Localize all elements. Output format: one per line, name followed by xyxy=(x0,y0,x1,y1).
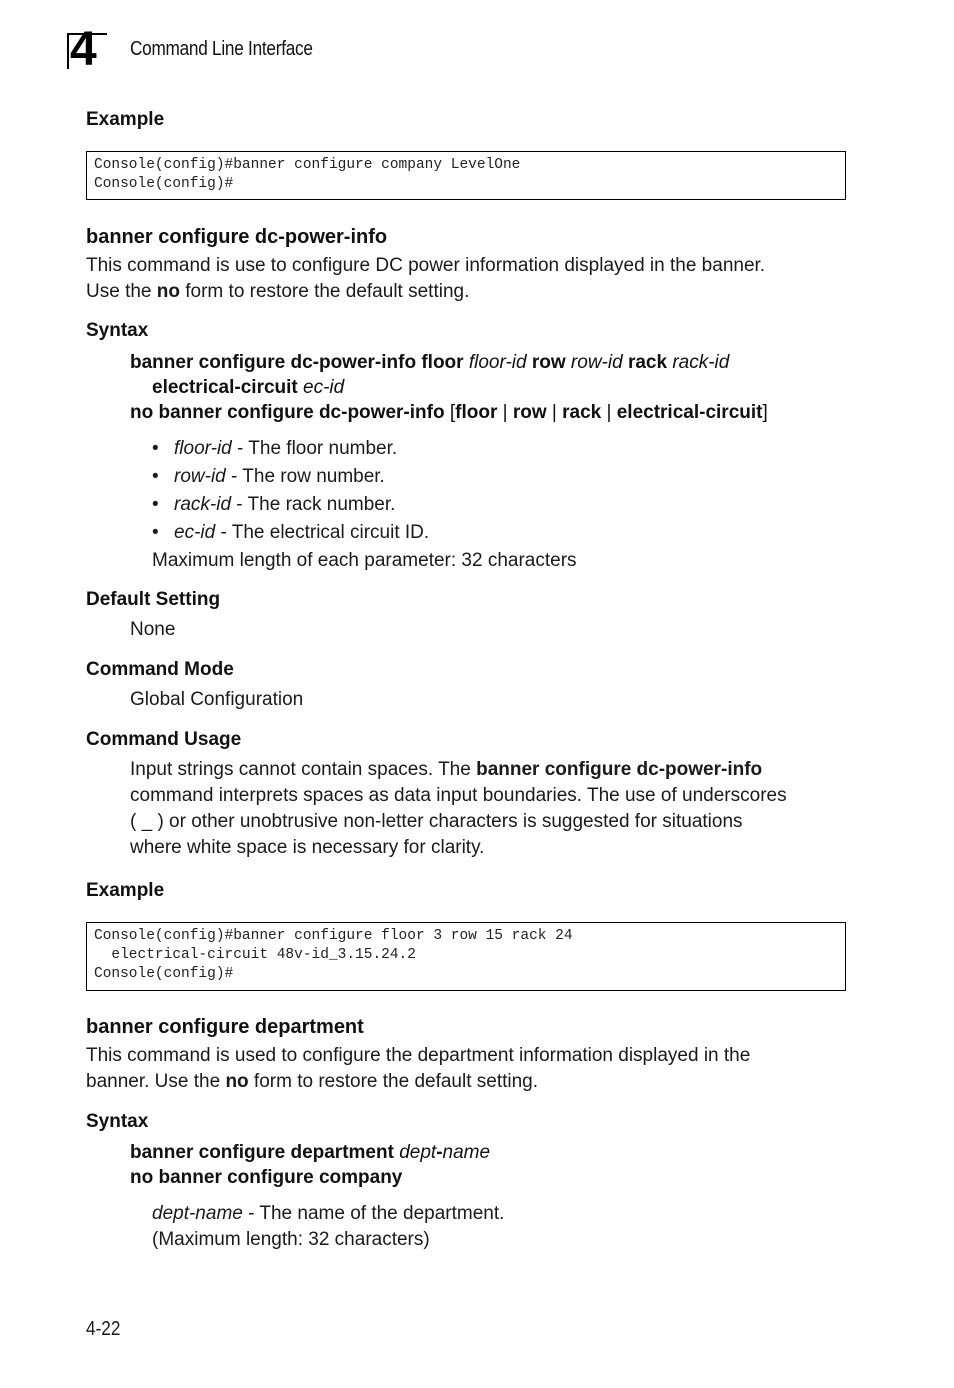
keyword: no xyxy=(225,1071,249,1092)
default-setting-value: None xyxy=(130,619,176,640)
syntax-keyword: electrical-circuit xyxy=(152,377,298,398)
code-example-2 xyxy=(86,922,846,991)
command-mode-heading: Command Mode xyxy=(86,659,234,680)
usage-line: command interprets spaces as data input boundaries. The use of underscores xyxy=(130,785,787,806)
bullet: • xyxy=(152,466,159,487)
bullet: • xyxy=(152,438,159,459)
default-setting-heading: Default Setting xyxy=(86,589,221,610)
parameter-desc: - The electrical circuit ID. xyxy=(215,522,430,543)
syntax-param: row-id xyxy=(570,352,623,373)
running-title: Command Line Interface xyxy=(130,38,313,60)
syntax-line xyxy=(130,1140,490,1165)
keyword: no xyxy=(156,281,180,302)
command-description xyxy=(86,253,765,305)
parameter-item xyxy=(152,519,577,547)
syntax-keyword: row xyxy=(531,352,566,373)
syntax-option: row xyxy=(512,402,547,423)
text: banner. Use the xyxy=(86,1071,226,1092)
code-line: Console(config)#banner configure company LevelOne xyxy=(94,157,521,173)
keyword: banner configure dc-power-info xyxy=(476,759,763,780)
text: form to restore the default setting. xyxy=(179,281,470,302)
max-length-note: Maximum length of each parameter: 32 characters xyxy=(152,550,577,571)
syntax-no-form xyxy=(130,1165,402,1190)
syntax-param: name xyxy=(442,1142,491,1163)
separator: | xyxy=(502,402,508,423)
parameter-name: floor-id xyxy=(174,438,232,459)
syntax-heading: Syntax xyxy=(86,1111,149,1132)
separator: | xyxy=(551,402,557,423)
code-example-1 xyxy=(86,151,846,200)
page-number: 4-22 xyxy=(86,1318,121,1340)
syntax-keyword: banner configure dc-power-info floor xyxy=(130,352,464,373)
example-heading: Example xyxy=(86,880,165,901)
text: Use the xyxy=(86,281,157,302)
bracket: ] xyxy=(762,402,768,423)
command-description xyxy=(86,1043,750,1095)
example-heading: Example xyxy=(86,109,165,130)
usage-line xyxy=(130,757,787,783)
chapter-number: 4 xyxy=(70,23,97,76)
parameter-item xyxy=(152,1201,504,1227)
syntax-keyword: no banner configure dc-power-info xyxy=(130,402,445,423)
parameter-desc: - The rack number. xyxy=(231,494,396,515)
command-title: banner configure department xyxy=(86,1016,364,1038)
syntax-option: rack xyxy=(562,402,602,423)
code-line: electrical-circuit 48v-id_3.15.24.2 xyxy=(94,947,416,963)
usage-line: where white space is necessary for clarity. xyxy=(130,837,485,858)
bullet: • xyxy=(152,522,159,543)
parameter-item xyxy=(152,491,577,519)
syntax-option: floor xyxy=(455,402,498,423)
usage-line: ( _ ) or other unobtrusive non-letter characters is suggested for situations xyxy=(130,811,743,832)
syntax-keyword: rack xyxy=(627,352,668,373)
separator: | xyxy=(606,402,612,423)
description-line xyxy=(86,279,765,305)
parameter-max-note: (Maximum length: 32 characters) xyxy=(152,1229,430,1250)
syntax-no-form xyxy=(130,400,768,425)
bracket: [ xyxy=(449,402,456,423)
command-usage-text xyxy=(130,757,787,861)
text: Input strings cannot contain spaces. The xyxy=(130,759,477,780)
description-line: This command is use to configure DC power information displayed in the banner. xyxy=(86,255,766,276)
parameter-description xyxy=(152,1201,504,1253)
command-title: banner configure dc-power-info xyxy=(86,226,388,248)
command-mode-value: Global Configuration xyxy=(130,689,304,710)
parameter-name: rack-id xyxy=(174,494,232,515)
parameter-desc: - The row number. xyxy=(225,466,385,487)
parameter-name: ec-id xyxy=(174,522,216,543)
parameter-item xyxy=(152,463,577,491)
syntax-line xyxy=(130,350,729,375)
syntax-param: rack-id xyxy=(672,352,730,373)
code-line: Console(config)# xyxy=(94,966,234,982)
syntax-param: dept xyxy=(399,1142,437,1163)
parameter-name: dept-name xyxy=(152,1203,243,1224)
parameter-list xyxy=(152,435,577,575)
bullet: • xyxy=(152,494,159,515)
syntax-keyword: no banner configure company xyxy=(130,1167,403,1188)
parameter-item xyxy=(152,435,577,463)
parameter-name: row-id xyxy=(174,466,226,487)
syntax-keyword: banner configure department xyxy=(130,1142,394,1163)
syntax-dash: - xyxy=(436,1142,443,1163)
syntax-param: floor-id xyxy=(468,352,527,373)
syntax-line-continued xyxy=(152,375,344,400)
syntax-option: electrical-circuit xyxy=(616,402,763,423)
description-line xyxy=(86,1069,750,1095)
description-line: This command is used to configure the department information displayed in the xyxy=(86,1045,751,1066)
syntax-heading: Syntax xyxy=(86,320,149,341)
parameter-desc: - The floor number. xyxy=(231,438,398,459)
parameter-desc: - The name of the department. xyxy=(242,1203,505,1224)
code-line: Console(config)# xyxy=(94,176,234,192)
command-usage-heading: Command Usage xyxy=(86,729,242,750)
code-line: Console(config)#banner configure floor 3 row 15 rack 24 xyxy=(94,928,573,944)
text: form to restore the default setting. xyxy=(248,1071,539,1092)
syntax-param: ec-id xyxy=(303,377,345,398)
